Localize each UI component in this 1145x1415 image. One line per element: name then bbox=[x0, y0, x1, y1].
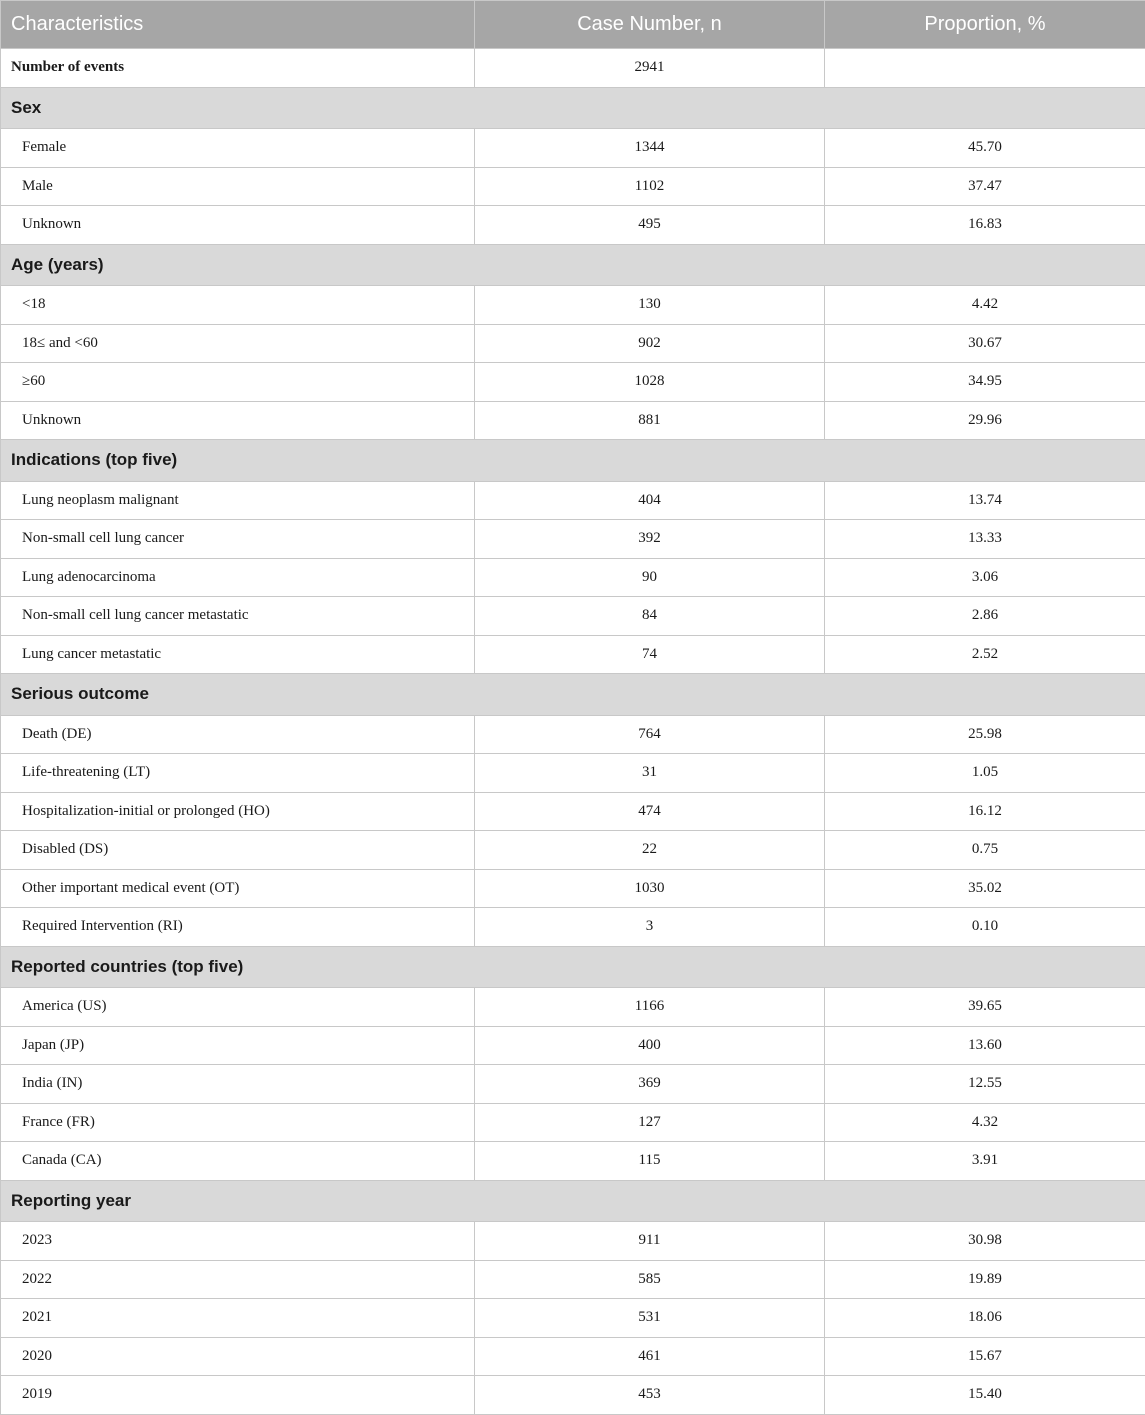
table-row bbox=[1, 715, 1145, 754]
row-proportion: 2.86 bbox=[825, 597, 1145, 636]
row-label: Disabled (DS) bbox=[1, 831, 475, 870]
row-count: 115 bbox=[475, 1142, 825, 1181]
row-proportion: 13.60 bbox=[825, 1026, 1145, 1065]
row-count: 453 bbox=[475, 1376, 825, 1415]
table-row bbox=[1, 481, 1145, 520]
row-label: 2019 bbox=[1, 1376, 475, 1415]
row-label: Non-small cell lung cancer bbox=[1, 520, 475, 559]
section-header-age bbox=[1, 244, 1145, 286]
table-row bbox=[1, 1376, 1145, 1415]
row-label: Lung adenocarcinoma bbox=[1, 558, 475, 597]
row-count: 74 bbox=[475, 635, 825, 674]
row-proportion: 19.89 bbox=[825, 1260, 1145, 1299]
row-proportion: 3.91 bbox=[825, 1142, 1145, 1181]
row-label: Unknown bbox=[1, 401, 475, 440]
row-label: 2022 bbox=[1, 1260, 475, 1299]
row-label: Non-small cell lung cancer metastatic bbox=[1, 597, 475, 636]
events-label: Number of events bbox=[1, 49, 475, 88]
row-count: 1028 bbox=[475, 363, 825, 402]
table-row bbox=[1, 167, 1145, 206]
table-row bbox=[1, 869, 1145, 908]
row-label: America (US) bbox=[1, 988, 475, 1027]
table-row bbox=[1, 401, 1145, 440]
row-proportion: 4.32 bbox=[825, 1103, 1145, 1142]
table-header-row bbox=[1, 1, 1145, 49]
table-row bbox=[1, 1222, 1145, 1261]
row-proportion: 1.05 bbox=[825, 754, 1145, 793]
row-proportion: 2.52 bbox=[825, 635, 1145, 674]
section-header-sex bbox=[1, 87, 1145, 129]
row-label: Female bbox=[1, 129, 475, 168]
row-proportion: 34.95 bbox=[825, 363, 1145, 402]
row-count: 127 bbox=[475, 1103, 825, 1142]
table-row bbox=[1, 558, 1145, 597]
table-row bbox=[1, 286, 1145, 325]
row-count: 369 bbox=[475, 1065, 825, 1104]
row-proportion: 3.06 bbox=[825, 558, 1145, 597]
table-row bbox=[1, 206, 1145, 245]
row-count: 84 bbox=[475, 597, 825, 636]
row-count: 495 bbox=[475, 206, 825, 245]
row-label: France (FR) bbox=[1, 1103, 475, 1142]
row-label: Death (DE) bbox=[1, 715, 475, 754]
row-label: <18 bbox=[1, 286, 475, 325]
row-count: 1102 bbox=[475, 167, 825, 206]
table-row bbox=[1, 520, 1145, 559]
row-label: Other important medical event (OT) bbox=[1, 869, 475, 908]
section-title: Reported countries (top five) bbox=[1, 946, 1145, 988]
row-label: Life-threatening (LT) bbox=[1, 754, 475, 793]
row-count: 764 bbox=[475, 715, 825, 754]
row-count: 22 bbox=[475, 831, 825, 870]
row-label: Japan (JP) bbox=[1, 1026, 475, 1065]
section-title: Reporting year bbox=[1, 1180, 1145, 1222]
row-count: 90 bbox=[475, 558, 825, 597]
row-proportion: 35.02 bbox=[825, 869, 1145, 908]
row-label: Male bbox=[1, 167, 475, 206]
row-proportion: 18.06 bbox=[825, 1299, 1145, 1338]
row-count: 31 bbox=[475, 754, 825, 793]
row-label: 2021 bbox=[1, 1299, 475, 1338]
row-count: 1344 bbox=[475, 129, 825, 168]
row-label: Required Intervention (RI) bbox=[1, 908, 475, 947]
table-row bbox=[1, 988, 1145, 1027]
table-row bbox=[1, 754, 1145, 793]
table-row bbox=[1, 1026, 1145, 1065]
table-row bbox=[1, 1065, 1145, 1104]
table-row bbox=[1, 908, 1145, 947]
row-count: 902 bbox=[475, 324, 825, 363]
row-count: 1030 bbox=[475, 869, 825, 908]
events-count: 2941 bbox=[475, 49, 825, 88]
row-label: 2023 bbox=[1, 1222, 475, 1261]
table-row bbox=[1, 635, 1145, 674]
section-title: Sex bbox=[1, 87, 1145, 129]
row-count: 1166 bbox=[475, 988, 825, 1027]
row-count: 531 bbox=[475, 1299, 825, 1338]
row-proportion: 12.55 bbox=[825, 1065, 1145, 1104]
row-proportion: 15.67 bbox=[825, 1337, 1145, 1376]
table-row bbox=[1, 324, 1145, 363]
table-row bbox=[1, 1299, 1145, 1338]
table-row bbox=[1, 1142, 1145, 1181]
row-label: 2020 bbox=[1, 1337, 475, 1376]
header-case-number: Case Number, n bbox=[475, 1, 825, 49]
table-row bbox=[1, 792, 1145, 831]
row-proportion: 15.40 bbox=[825, 1376, 1145, 1415]
table-row bbox=[1, 831, 1145, 870]
row-proportion: 16.83 bbox=[825, 206, 1145, 245]
number-of-events-row bbox=[1, 49, 1145, 88]
table-row bbox=[1, 129, 1145, 168]
row-proportion: 45.70 bbox=[825, 129, 1145, 168]
row-count: 392 bbox=[475, 520, 825, 559]
row-label: Lung neoplasm malignant bbox=[1, 481, 475, 520]
row-proportion: 0.75 bbox=[825, 831, 1145, 870]
events-proportion bbox=[825, 49, 1145, 88]
row-proportion: 13.74 bbox=[825, 481, 1145, 520]
table-row bbox=[1, 1337, 1145, 1376]
row-proportion: 25.98 bbox=[825, 715, 1145, 754]
table-row bbox=[1, 1260, 1145, 1299]
table-row bbox=[1, 597, 1145, 636]
row-label: Hospitalization-initial or prolonged (HO) bbox=[1, 792, 475, 831]
row-count: 130 bbox=[475, 286, 825, 325]
row-count: 404 bbox=[475, 481, 825, 520]
row-label: Unknown bbox=[1, 206, 475, 245]
table-row bbox=[1, 1103, 1145, 1142]
row-proportion: 37.47 bbox=[825, 167, 1145, 206]
row-count: 881 bbox=[475, 401, 825, 440]
row-label: Lung cancer metastatic bbox=[1, 635, 475, 674]
row-proportion: 0.10 bbox=[825, 908, 1145, 947]
row-proportion: 30.98 bbox=[825, 1222, 1145, 1261]
row-label: India (IN) bbox=[1, 1065, 475, 1104]
table-row bbox=[1, 363, 1145, 402]
row-count: 3 bbox=[475, 908, 825, 947]
header-proportion: Proportion, % bbox=[825, 1, 1145, 49]
row-proportion: 13.33 bbox=[825, 520, 1145, 559]
row-count: 461 bbox=[475, 1337, 825, 1376]
section-header-serious-outcome bbox=[1, 674, 1145, 716]
section-header-countries bbox=[1, 946, 1145, 988]
section-title: Age (years) bbox=[1, 244, 1145, 286]
header-characteristics: Characteristics bbox=[1, 1, 475, 49]
section-header-reporting-year bbox=[1, 1180, 1145, 1222]
row-count: 911 bbox=[475, 1222, 825, 1261]
row-proportion: 30.67 bbox=[825, 324, 1145, 363]
row-count: 400 bbox=[475, 1026, 825, 1065]
row-proportion: 39.65 bbox=[825, 988, 1145, 1027]
row-label: 18≤ and <60 bbox=[1, 324, 475, 363]
row-proportion: 4.42 bbox=[825, 286, 1145, 325]
row-label: Canada (CA) bbox=[1, 1142, 475, 1181]
row-label: ≥60 bbox=[1, 363, 475, 402]
row-count: 474 bbox=[475, 792, 825, 831]
row-count: 585 bbox=[475, 1260, 825, 1299]
section-title: Indications (top five) bbox=[1, 440, 1145, 482]
row-proportion: 16.12 bbox=[825, 792, 1145, 831]
section-title: Serious outcome bbox=[1, 674, 1145, 716]
section-header-indications bbox=[1, 440, 1145, 482]
row-proportion: 29.96 bbox=[825, 401, 1145, 440]
